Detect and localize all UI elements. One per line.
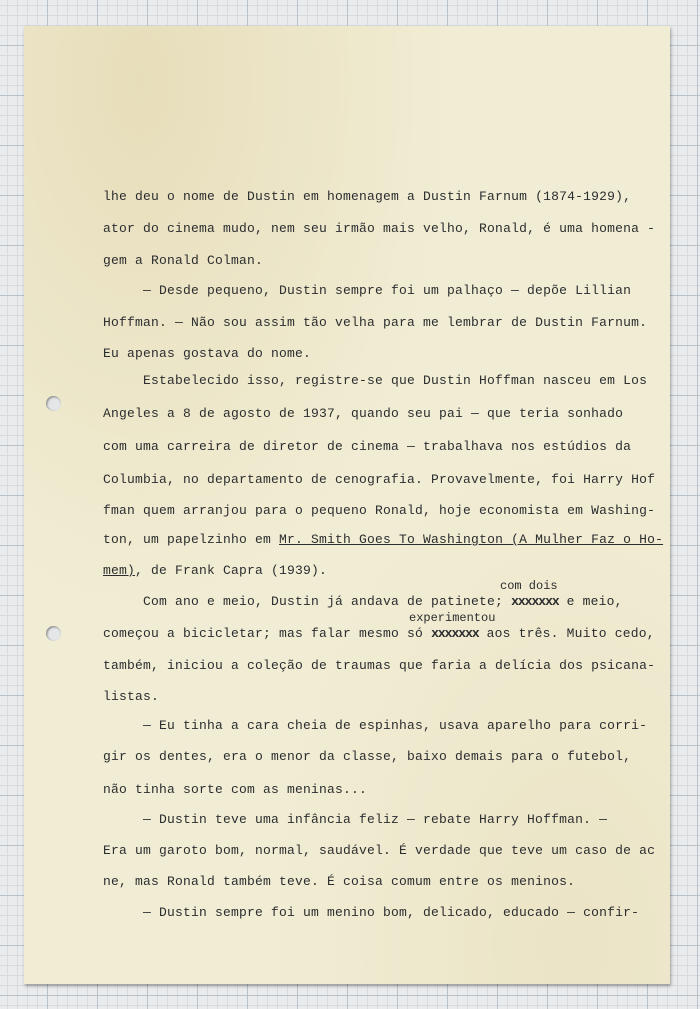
text-line: Columbia, no departamento de cenografia. Provavelmente, foi Harry Hof [103,472,656,487]
struck-out-text: xxxxxxx [511,594,559,609]
punch-hole [46,396,61,411]
text-line: não tinha sorte com as meninas... [103,782,368,797]
film-title-underlined: Mr. Smith Goes To Washington (A Mulher Faz o Ho- [279,532,664,547]
struck-out-text: xxxxxxx [431,626,479,641]
text-line: lhe deu o nome de Dustin em homenagem a Dustin Farnum (1874-1929), [103,189,632,204]
punch-hole [46,626,61,641]
text-line: Angeles a 8 de agosto de 1937, quando seu pai — que teria sonhado [103,406,624,421]
text-line: gem a Ronald Colman. [103,253,264,268]
handwritten-correction: experimentou [409,611,496,625]
film-title-underlined: mem) [103,563,136,578]
text-line: ator do cinema mudo, nem seu irmão mais velho, Ronald, é uma homena - [103,221,656,236]
text-line: — Desde pequeno, Dustin sempre foi um palhaço — depõe Lillian [143,283,632,298]
text-line: — Dustin sempre foi um menino bom, delicado, educado — confir- [143,905,640,920]
text-line [103,563,327,578]
text-line: também, iniciou a coleção de traumas que faria a delícia dos psicana- [103,658,656,673]
text-fragment: , de Frank Capra (1939). [135,563,328,578]
typed-page [24,26,670,984]
text-line: fman quem arranjou para o pequeno Ronald, hoje economista em Washing- [103,503,656,518]
text-line: — Eu tinha a cara cheia de espinhas, usava aparelho para corri- [143,718,648,733]
text-line: Hoffman. — Não sou assim tão velha para me lembrar de Dustin Farnum. [103,315,648,330]
text-line [103,532,663,547]
text-line: Estabelecido isso, registre-se que Dustin Hoffman nasceu em Los [143,373,648,388]
text-line: Eu apenas gostava do nome. [103,346,312,361]
text-line: gir os dentes, era o menor da classe, baixo demais para o futebol, [103,749,632,764]
text-fragment: começou a bicicletar; mas falar mesmo só [103,626,432,641]
text-line: com uma carreira de diretor de cinema — trabalhava nos estúdios da [103,439,632,454]
handwritten-correction: com dois [500,579,558,593]
text-line: Era um garoto bom, normal, saudável. É verdade que teve um caso de ac [103,843,656,858]
text-fragment: aos três. Muito cedo, [478,626,655,641]
text-fragment: e meio, [558,594,623,609]
text-fragment: ton, um papelzinho em [103,532,280,547]
text-line [103,626,655,641]
text-line: ne, mas Ronald também teve. É coisa comum entre os meninos. [103,874,576,889]
text-fragment: Com ano e meio, Dustin já andava de patinete; [143,594,512,609]
text-line: — Dustin teve uma infância feliz — rebate Harry Hoffman. — [143,812,608,827]
text-line [143,594,623,609]
text-line: listas. [103,689,160,704]
